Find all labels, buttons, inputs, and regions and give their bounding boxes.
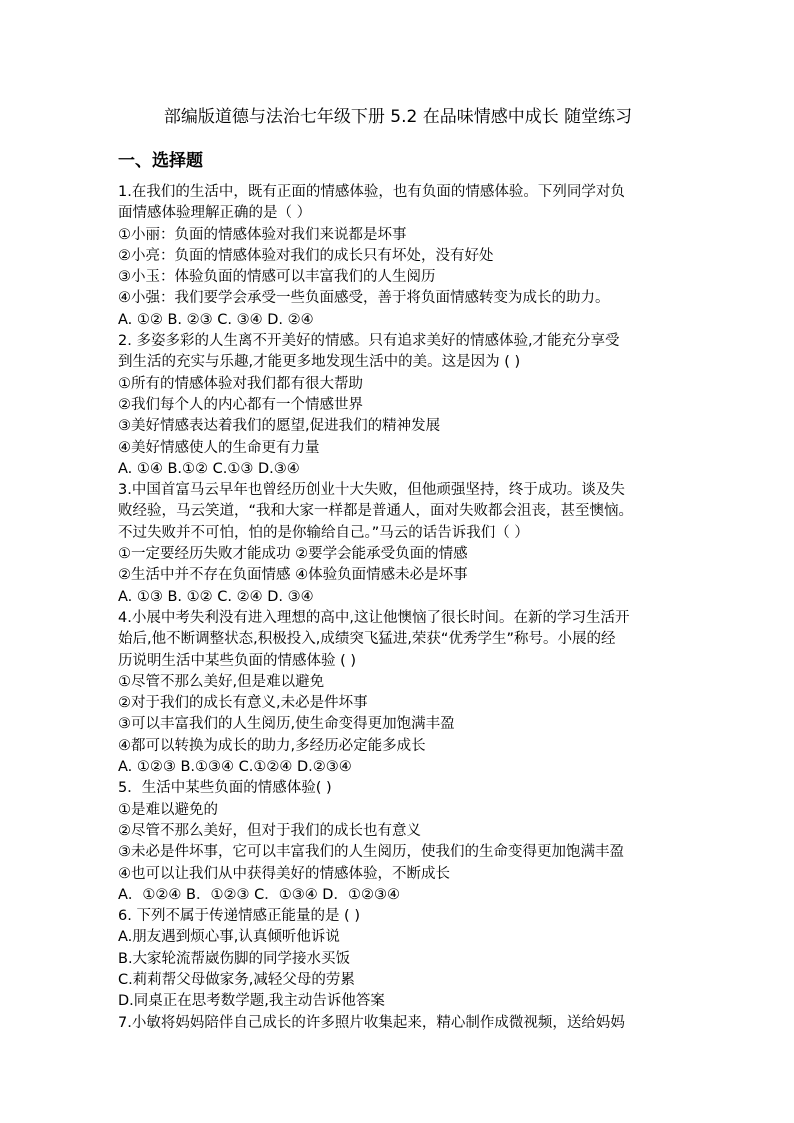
text-line: A. ①③ B. ①② C. ②④ D. ③④ xyxy=(118,588,314,605)
text-line: D.同桌正在思考数学题,我主动告诉他答案 xyxy=(118,993,385,1010)
text-line: 1.在我们的生活中，既有正面的情感体验，也有负面的情感体验。下列同学对负 xyxy=(118,184,625,200)
section-heading: 一、选择题 xyxy=(118,151,203,171)
text-line: ③未必是件坏事，它可以丰富我们的人生阅历，使我们的生命变得更加饱满丰盈 xyxy=(118,844,624,861)
text-line: C.莉莉帮父母做家务,减轻父母的劳累 xyxy=(118,971,355,988)
text-line: ②尽管不那么美好，但对于我们的成长也有意义 xyxy=(118,822,421,839)
text-line: ④都可以转换为成长的助力,多经历必定能多成长 xyxy=(118,737,426,754)
text-line: ④小强：我们要学会承受一些负面感受，善于将负面情感转变为成长的助力。 xyxy=(118,290,610,307)
text-line: 历说明生活中某些负面的情感体验 ( ) xyxy=(118,652,357,669)
text-line: A. ①② B. ②③ C. ③④ D. ②④ xyxy=(118,311,314,328)
text-line: A. ①②③ B.①③④ C.①②④ D.②③④ xyxy=(118,759,352,776)
text-line: ②小亮：负面的情感体验对我们的成长只有坏处，没有好处 xyxy=(118,247,494,264)
text-line: ①所有的情感体验对我们都有很大帮助 xyxy=(118,375,363,392)
text-line: A．①②④ B．①②③ C．①③④ D．①②③④ xyxy=(118,886,400,903)
text-line: ①一定要经历失败才能成功 ②要学会能承受负面的情感 xyxy=(118,546,468,563)
question-list xyxy=(118,182,678,1034)
text-line: 4.小展中考失利没有进入理想的高中,这让他懊恼了很长时间。在新的学习生活开 xyxy=(118,609,630,626)
text-line: ②对于我们的成长有意义,未必是件坏事 xyxy=(118,695,368,712)
text-line: ③美好情感表达着我们的愿望,促进我们的精神发展 xyxy=(118,418,441,435)
text-line: ①是难以避免的 xyxy=(118,801,218,818)
text-line: ①尽管不那么美好,但是难以避免 xyxy=(118,673,325,690)
document-title: 部编版道德与法治七年级下册 5.2 在品味情感中成长 随堂练习 xyxy=(163,107,633,127)
text-line: 败经验，马云笑道，“我和大家一样都是普通人，面对失败都会沮丧，甚至懊恼。 xyxy=(118,503,634,520)
text-line: ④美好情感使人的生命更有力量 xyxy=(118,439,320,456)
text-line: 不过失败并不可怕，怕的是你输给自己。”马云的话告诉我们（ ） xyxy=(118,524,529,541)
text-line: 到生活的充实与乐趣,才能更多地发现生活中的美。这是因为 ( ) xyxy=(118,354,521,371)
text-line: ②生活中并不存在负面情感 ④体验负面情感未必是坏事 xyxy=(118,567,468,584)
text-line: ③小玉：体验负面的情感可以丰富我们的人生阅历 xyxy=(118,269,436,286)
text-line: B.大家轮流帮崴伤脚的同学接水买饭 xyxy=(118,950,351,967)
text-line: ④也可以让我们从中获得美好的情感体验，不断成长 xyxy=(118,865,450,882)
text-line: 2. 多姿多彩的人生离不开美好的情感。只有追求美好的情感体验,才能充分享受 xyxy=(118,333,620,350)
text-line: ②我们每个人的内心都有一个情感世界 xyxy=(118,396,363,413)
text-line: ①小丽：负面的情感体验对我们来说都是坏事 xyxy=(118,226,407,243)
text-line: A. ①④ B.①② C.①③ D.③④ xyxy=(118,460,300,477)
text-line: 面情感体验理解正确的是（ ） xyxy=(118,205,312,222)
document-page xyxy=(118,104,678,1034)
text-line: 始后,他不断调整状态,积极投入,成绩突飞猛进,荣获“优秀学生”称号。小展的经 xyxy=(118,631,616,648)
text-line: 5．生活中某些负面的情感体验( ) xyxy=(118,780,332,797)
text-line: A.朋友遇到烦心事,认真倾听他诉说 xyxy=(118,929,340,946)
text-line: 6. 下列不属于传递情感正能量的是 ( ) xyxy=(118,908,360,925)
text-line: ③可以丰富我们的人生阅历,使生命变得更加饱满丰盈 xyxy=(118,716,455,733)
text-line: 3.中国首富马云早年也曾经历创业十大失败，但他顽强坚持，终于成功。谈及失 xyxy=(118,482,625,499)
text-line: 7.小敏将妈妈陪伴自己成长的许多照片收集起来，精心制作成微视频，送给妈妈 xyxy=(118,1014,625,1031)
